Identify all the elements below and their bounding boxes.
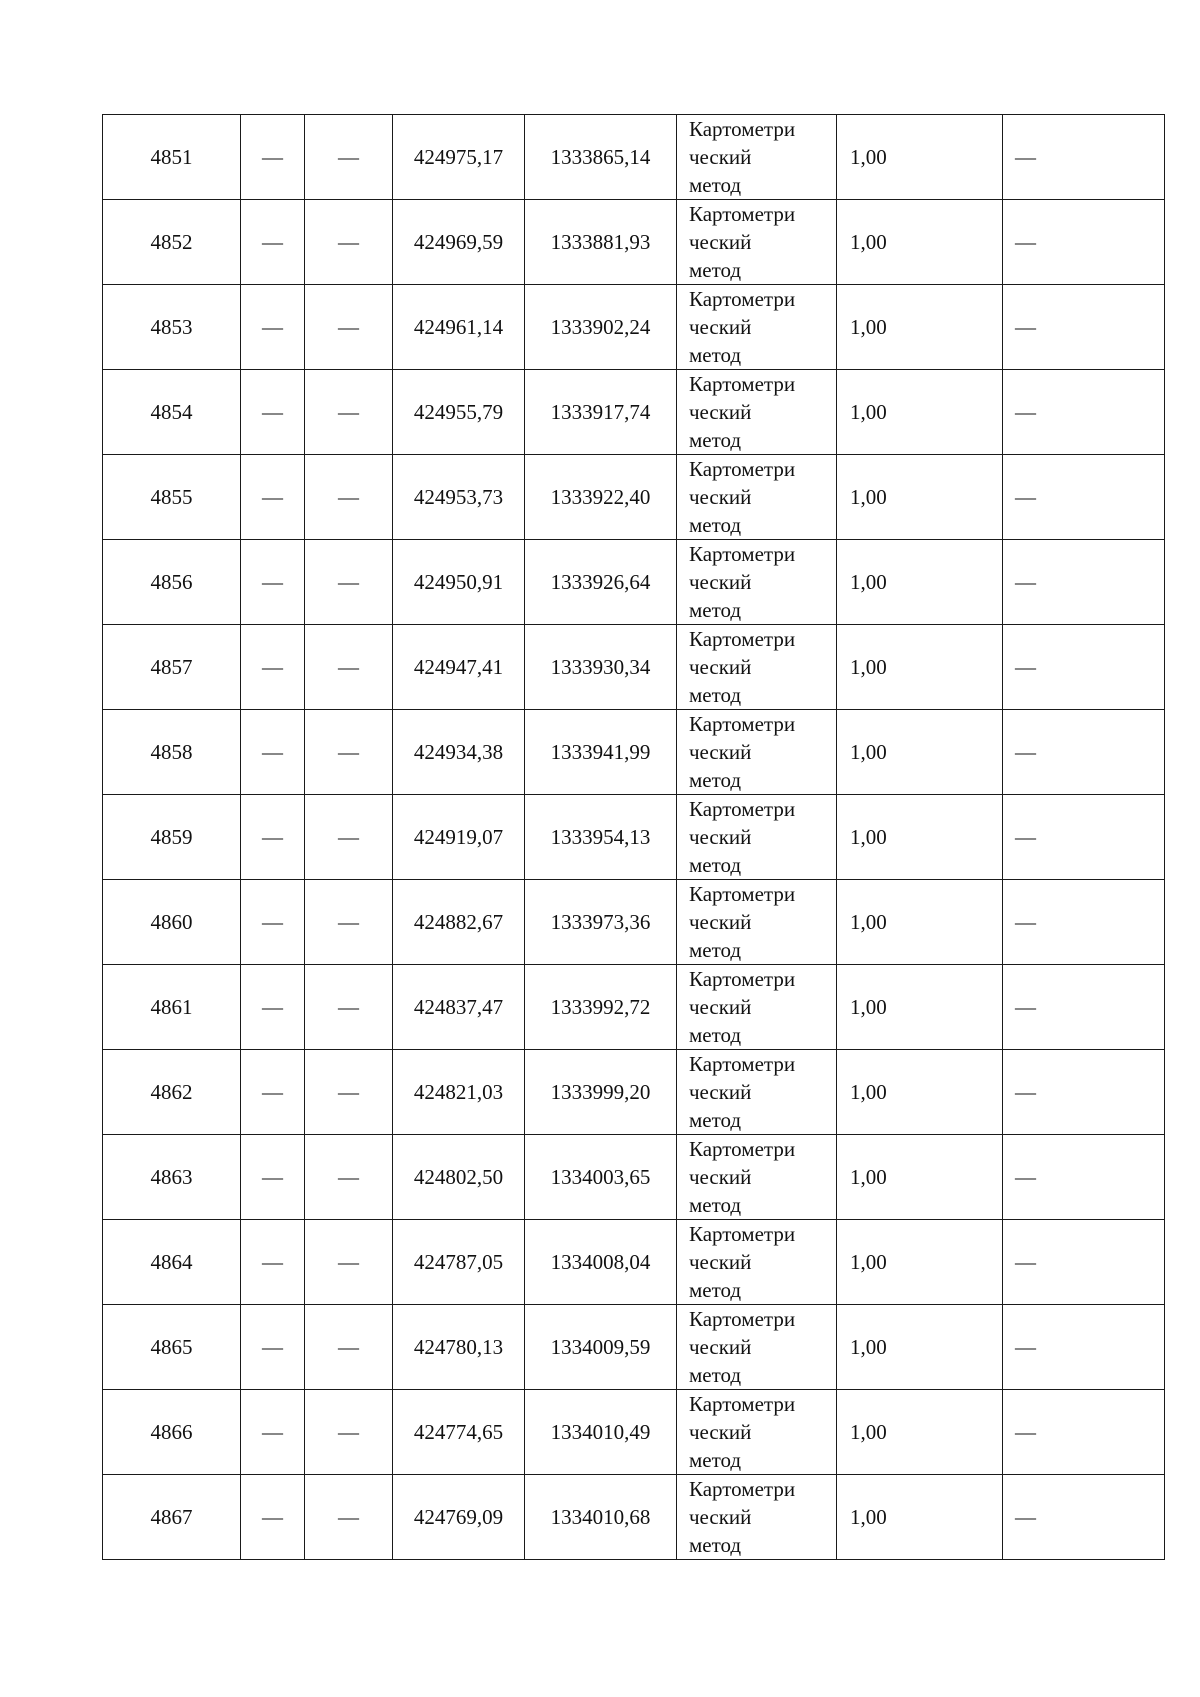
table-row bbox=[103, 115, 1165, 200]
dash-cell: — bbox=[305, 1475, 393, 1560]
accuracy-cell: 1,00 bbox=[837, 115, 1003, 200]
coordinates-table-body bbox=[103, 115, 1165, 1560]
method-cell bbox=[677, 540, 837, 625]
y-coordinate-cell: 1334009,59 bbox=[525, 1305, 677, 1390]
method-cell bbox=[677, 1135, 837, 1220]
dash-cell: — bbox=[305, 1050, 393, 1135]
table-row bbox=[103, 1305, 1165, 1390]
accuracy-cell: 1,00 bbox=[837, 1050, 1003, 1135]
accuracy-cell: 1,00 bbox=[837, 1220, 1003, 1305]
method-line: метод bbox=[689, 768, 742, 792]
method-line: ческий bbox=[689, 1250, 752, 1274]
x-coordinate-cell: 424769,09 bbox=[393, 1475, 525, 1560]
x-coordinate-cell: 424774,65 bbox=[393, 1390, 525, 1475]
point-number-cell: 4858 bbox=[103, 710, 241, 795]
dash-cell: — bbox=[241, 115, 305, 200]
table-row bbox=[103, 625, 1165, 710]
method-line: метод bbox=[689, 343, 742, 367]
method-line: метод bbox=[689, 1278, 742, 1302]
dash-cell: — bbox=[1003, 1135, 1165, 1220]
point-number-cell: 4862 bbox=[103, 1050, 241, 1135]
point-number-cell: 4856 bbox=[103, 540, 241, 625]
dash-cell: — bbox=[241, 285, 305, 370]
method-line: ческий bbox=[689, 400, 752, 424]
dash-cell: — bbox=[241, 540, 305, 625]
method-line: ческий bbox=[689, 145, 752, 169]
accuracy-cell: 1,00 bbox=[837, 1135, 1003, 1220]
accuracy-cell: 1,00 bbox=[837, 1305, 1003, 1390]
y-coordinate-cell: 1333865,14 bbox=[525, 115, 677, 200]
table-row bbox=[103, 710, 1165, 795]
method-line: метод bbox=[689, 258, 742, 282]
dash-cell: — bbox=[305, 115, 393, 200]
point-number-cell: 4853 bbox=[103, 285, 241, 370]
y-coordinate-cell: 1333992,72 bbox=[525, 965, 677, 1050]
dash-cell: — bbox=[241, 1135, 305, 1220]
method-line: Картометри bbox=[689, 882, 796, 906]
y-coordinate-cell: 1333922,40 bbox=[525, 455, 677, 540]
table-row bbox=[103, 200, 1165, 285]
dash-cell: — bbox=[305, 795, 393, 880]
dash-cell: — bbox=[241, 710, 305, 795]
dash-cell: — bbox=[305, 1305, 393, 1390]
method-line: ческий bbox=[689, 995, 752, 1019]
dash-cell: — bbox=[305, 1135, 393, 1220]
dash-cell: — bbox=[305, 200, 393, 285]
method-line: ческий bbox=[689, 655, 752, 679]
method-line: метод bbox=[689, 513, 742, 537]
dash-cell: — bbox=[1003, 795, 1165, 880]
dash-cell: — bbox=[305, 965, 393, 1050]
table-row bbox=[103, 370, 1165, 455]
y-coordinate-cell: 1333954,13 bbox=[525, 795, 677, 880]
accuracy-cell: 1,00 bbox=[837, 455, 1003, 540]
method-line: ческий bbox=[689, 570, 752, 594]
point-number-cell: 4864 bbox=[103, 1220, 241, 1305]
x-coordinate-cell: 424975,17 bbox=[393, 115, 525, 200]
dash-cell: — bbox=[241, 880, 305, 965]
method-line: метод bbox=[689, 1448, 742, 1472]
point-number-cell: 4865 bbox=[103, 1305, 241, 1390]
method-cell bbox=[677, 880, 837, 965]
method-line: метод bbox=[689, 1193, 742, 1217]
accuracy-cell: 1,00 bbox=[837, 540, 1003, 625]
x-coordinate-cell: 424947,41 bbox=[393, 625, 525, 710]
y-coordinate-cell: 1333930,34 bbox=[525, 625, 677, 710]
dash-cell: — bbox=[241, 1050, 305, 1135]
table-row bbox=[103, 540, 1165, 625]
method-cell bbox=[677, 1220, 837, 1305]
x-coordinate-cell: 424961,14 bbox=[393, 285, 525, 370]
method-line: Картометри bbox=[689, 542, 796, 566]
dash-cell: — bbox=[1003, 1390, 1165, 1475]
method-line: Картометри bbox=[689, 1392, 796, 1416]
dash-cell: — bbox=[241, 965, 305, 1050]
dash-cell: — bbox=[1003, 1220, 1165, 1305]
method-line: метод bbox=[689, 938, 742, 962]
dash-cell: — bbox=[305, 455, 393, 540]
dash-cell: — bbox=[305, 1390, 393, 1475]
x-coordinate-cell: 424969,59 bbox=[393, 200, 525, 285]
y-coordinate-cell: 1333902,24 bbox=[525, 285, 677, 370]
dash-cell: — bbox=[305, 625, 393, 710]
method-cell bbox=[677, 710, 837, 795]
point-number-cell: 4861 bbox=[103, 965, 241, 1050]
method-cell bbox=[677, 285, 837, 370]
method-line: метод bbox=[689, 598, 742, 622]
method-line: Картометри bbox=[689, 287, 796, 311]
dash-cell: — bbox=[1003, 1305, 1165, 1390]
dash-cell: — bbox=[305, 285, 393, 370]
method-line: Картометри bbox=[689, 117, 796, 141]
method-line: метод bbox=[689, 1023, 742, 1047]
dash-cell: — bbox=[1003, 625, 1165, 710]
table-row bbox=[103, 1135, 1165, 1220]
method-line: метод bbox=[689, 1533, 742, 1557]
dash-cell: — bbox=[1003, 710, 1165, 795]
method-line: Картометри bbox=[689, 372, 796, 396]
point-number-cell: 4859 bbox=[103, 795, 241, 880]
method-cell bbox=[677, 965, 837, 1050]
y-coordinate-cell: 1334008,04 bbox=[525, 1220, 677, 1305]
dash-cell: — bbox=[1003, 200, 1165, 285]
dash-cell: — bbox=[1003, 370, 1165, 455]
table-row bbox=[103, 1050, 1165, 1135]
method-line: ческий bbox=[689, 1080, 752, 1104]
method-cell bbox=[677, 455, 837, 540]
dash-cell: — bbox=[241, 795, 305, 880]
dash-cell: — bbox=[1003, 455, 1165, 540]
method-line: метод bbox=[689, 853, 742, 877]
method-cell bbox=[677, 115, 837, 200]
accuracy-cell: 1,00 bbox=[837, 880, 1003, 965]
dash-cell: — bbox=[305, 880, 393, 965]
point-number-cell: 4851 bbox=[103, 115, 241, 200]
accuracy-cell: 1,00 bbox=[837, 795, 1003, 880]
y-coordinate-cell: 1334003,65 bbox=[525, 1135, 677, 1220]
dash-cell: — bbox=[1003, 540, 1165, 625]
table-row bbox=[103, 455, 1165, 540]
method-cell bbox=[677, 1390, 837, 1475]
y-coordinate-cell: 1334010,49 bbox=[525, 1390, 677, 1475]
method-line: Картометри bbox=[689, 1222, 796, 1246]
dash-cell: — bbox=[241, 455, 305, 540]
x-coordinate-cell: 424882,67 bbox=[393, 880, 525, 965]
dash-cell: — bbox=[241, 1390, 305, 1475]
dash-cell: — bbox=[305, 370, 393, 455]
method-line: ческий bbox=[689, 1420, 752, 1444]
table-row bbox=[103, 1220, 1165, 1305]
y-coordinate-cell: 1333999,20 bbox=[525, 1050, 677, 1135]
method-line: ческий bbox=[689, 1335, 752, 1359]
point-number-cell: 4867 bbox=[103, 1475, 241, 1560]
table-row bbox=[103, 1390, 1165, 1475]
point-number-cell: 4854 bbox=[103, 370, 241, 455]
table-row bbox=[103, 1475, 1165, 1560]
method-line: ческий bbox=[689, 315, 752, 339]
method-line: Картометри bbox=[689, 712, 796, 736]
point-number-cell: 4863 bbox=[103, 1135, 241, 1220]
point-number-cell: 4860 bbox=[103, 880, 241, 965]
y-coordinate-cell: 1333941,99 bbox=[525, 710, 677, 795]
method-line: метод bbox=[689, 428, 742, 452]
y-coordinate-cell: 1334010,68 bbox=[525, 1475, 677, 1560]
dash-cell: — bbox=[241, 200, 305, 285]
accuracy-cell: 1,00 bbox=[837, 965, 1003, 1050]
accuracy-cell: 1,00 bbox=[837, 1390, 1003, 1475]
method-cell bbox=[677, 1305, 837, 1390]
method-line: ческий bbox=[689, 230, 752, 254]
accuracy-cell: 1,00 bbox=[837, 200, 1003, 285]
y-coordinate-cell: 1333973,36 bbox=[525, 880, 677, 965]
dash-cell: — bbox=[1003, 880, 1165, 965]
dash-cell: — bbox=[305, 1220, 393, 1305]
x-coordinate-cell: 424955,79 bbox=[393, 370, 525, 455]
x-coordinate-cell: 424934,38 bbox=[393, 710, 525, 795]
x-coordinate-cell: 424950,91 bbox=[393, 540, 525, 625]
x-coordinate-cell: 424919,07 bbox=[393, 795, 525, 880]
x-coordinate-cell: 424780,13 bbox=[393, 1305, 525, 1390]
dash-cell: — bbox=[1003, 965, 1165, 1050]
method-line: Картометри bbox=[689, 457, 796, 481]
point-number-cell: 4855 bbox=[103, 455, 241, 540]
y-coordinate-cell: 1333917,74 bbox=[525, 370, 677, 455]
accuracy-cell: 1,00 bbox=[837, 370, 1003, 455]
method-line: Картометри bbox=[689, 627, 796, 651]
x-coordinate-cell: 424837,47 bbox=[393, 965, 525, 1050]
method-line: метод bbox=[689, 1108, 742, 1132]
x-coordinate-cell: 424953,73 bbox=[393, 455, 525, 540]
x-coordinate-cell: 424787,05 bbox=[393, 1220, 525, 1305]
coordinates-table bbox=[102, 114, 1165, 1560]
point-number-cell: 4857 bbox=[103, 625, 241, 710]
point-number-cell: 4866 bbox=[103, 1390, 241, 1475]
dash-cell: — bbox=[305, 710, 393, 795]
dash-cell: — bbox=[1003, 1050, 1165, 1135]
method-line: метод bbox=[689, 173, 742, 197]
dash-cell: — bbox=[241, 1475, 305, 1560]
x-coordinate-cell: 424821,03 bbox=[393, 1050, 525, 1135]
method-line: ческий bbox=[689, 1165, 752, 1189]
method-line: Картометри bbox=[689, 202, 796, 226]
method-line: Картометри bbox=[689, 1137, 796, 1161]
dash-cell: — bbox=[241, 1220, 305, 1305]
method-cell bbox=[677, 625, 837, 710]
table-row bbox=[103, 795, 1165, 880]
dash-cell: — bbox=[241, 625, 305, 710]
accuracy-cell: 1,00 bbox=[837, 285, 1003, 370]
method-cell bbox=[677, 200, 837, 285]
method-line: Картометри bbox=[689, 1477, 796, 1501]
dash-cell: — bbox=[1003, 1475, 1165, 1560]
method-line: Картометри bbox=[689, 797, 796, 821]
method-line: метод bbox=[689, 1363, 742, 1387]
method-line: Картометри bbox=[689, 1307, 796, 1331]
y-coordinate-cell: 1333881,93 bbox=[525, 200, 677, 285]
method-cell bbox=[677, 1475, 837, 1560]
method-cell bbox=[677, 370, 837, 455]
dash-cell: — bbox=[1003, 115, 1165, 200]
method-line: Картометри bbox=[689, 1052, 796, 1076]
method-cell bbox=[677, 795, 837, 880]
dash-cell: — bbox=[241, 1305, 305, 1390]
method-line: ческий bbox=[689, 825, 752, 849]
point-number-cell: 4852 bbox=[103, 200, 241, 285]
dash-cell: — bbox=[1003, 285, 1165, 370]
table-row bbox=[103, 880, 1165, 965]
x-coordinate-cell: 424802,50 bbox=[393, 1135, 525, 1220]
accuracy-cell: 1,00 bbox=[837, 625, 1003, 710]
accuracy-cell: 1,00 bbox=[837, 1475, 1003, 1560]
table-row bbox=[103, 965, 1165, 1050]
y-coordinate-cell: 1333926,64 bbox=[525, 540, 677, 625]
method-line: Картометри bbox=[689, 967, 796, 991]
table-row bbox=[103, 285, 1165, 370]
method-line: ческий bbox=[689, 910, 752, 934]
method-cell bbox=[677, 1050, 837, 1135]
method-line: ческий bbox=[689, 1505, 752, 1529]
method-line: ческий bbox=[689, 485, 752, 509]
dash-cell: — bbox=[305, 540, 393, 625]
accuracy-cell: 1,00 bbox=[837, 710, 1003, 795]
dash-cell: — bbox=[241, 370, 305, 455]
method-line: ческий bbox=[689, 740, 752, 764]
method-line: метод bbox=[689, 683, 742, 707]
